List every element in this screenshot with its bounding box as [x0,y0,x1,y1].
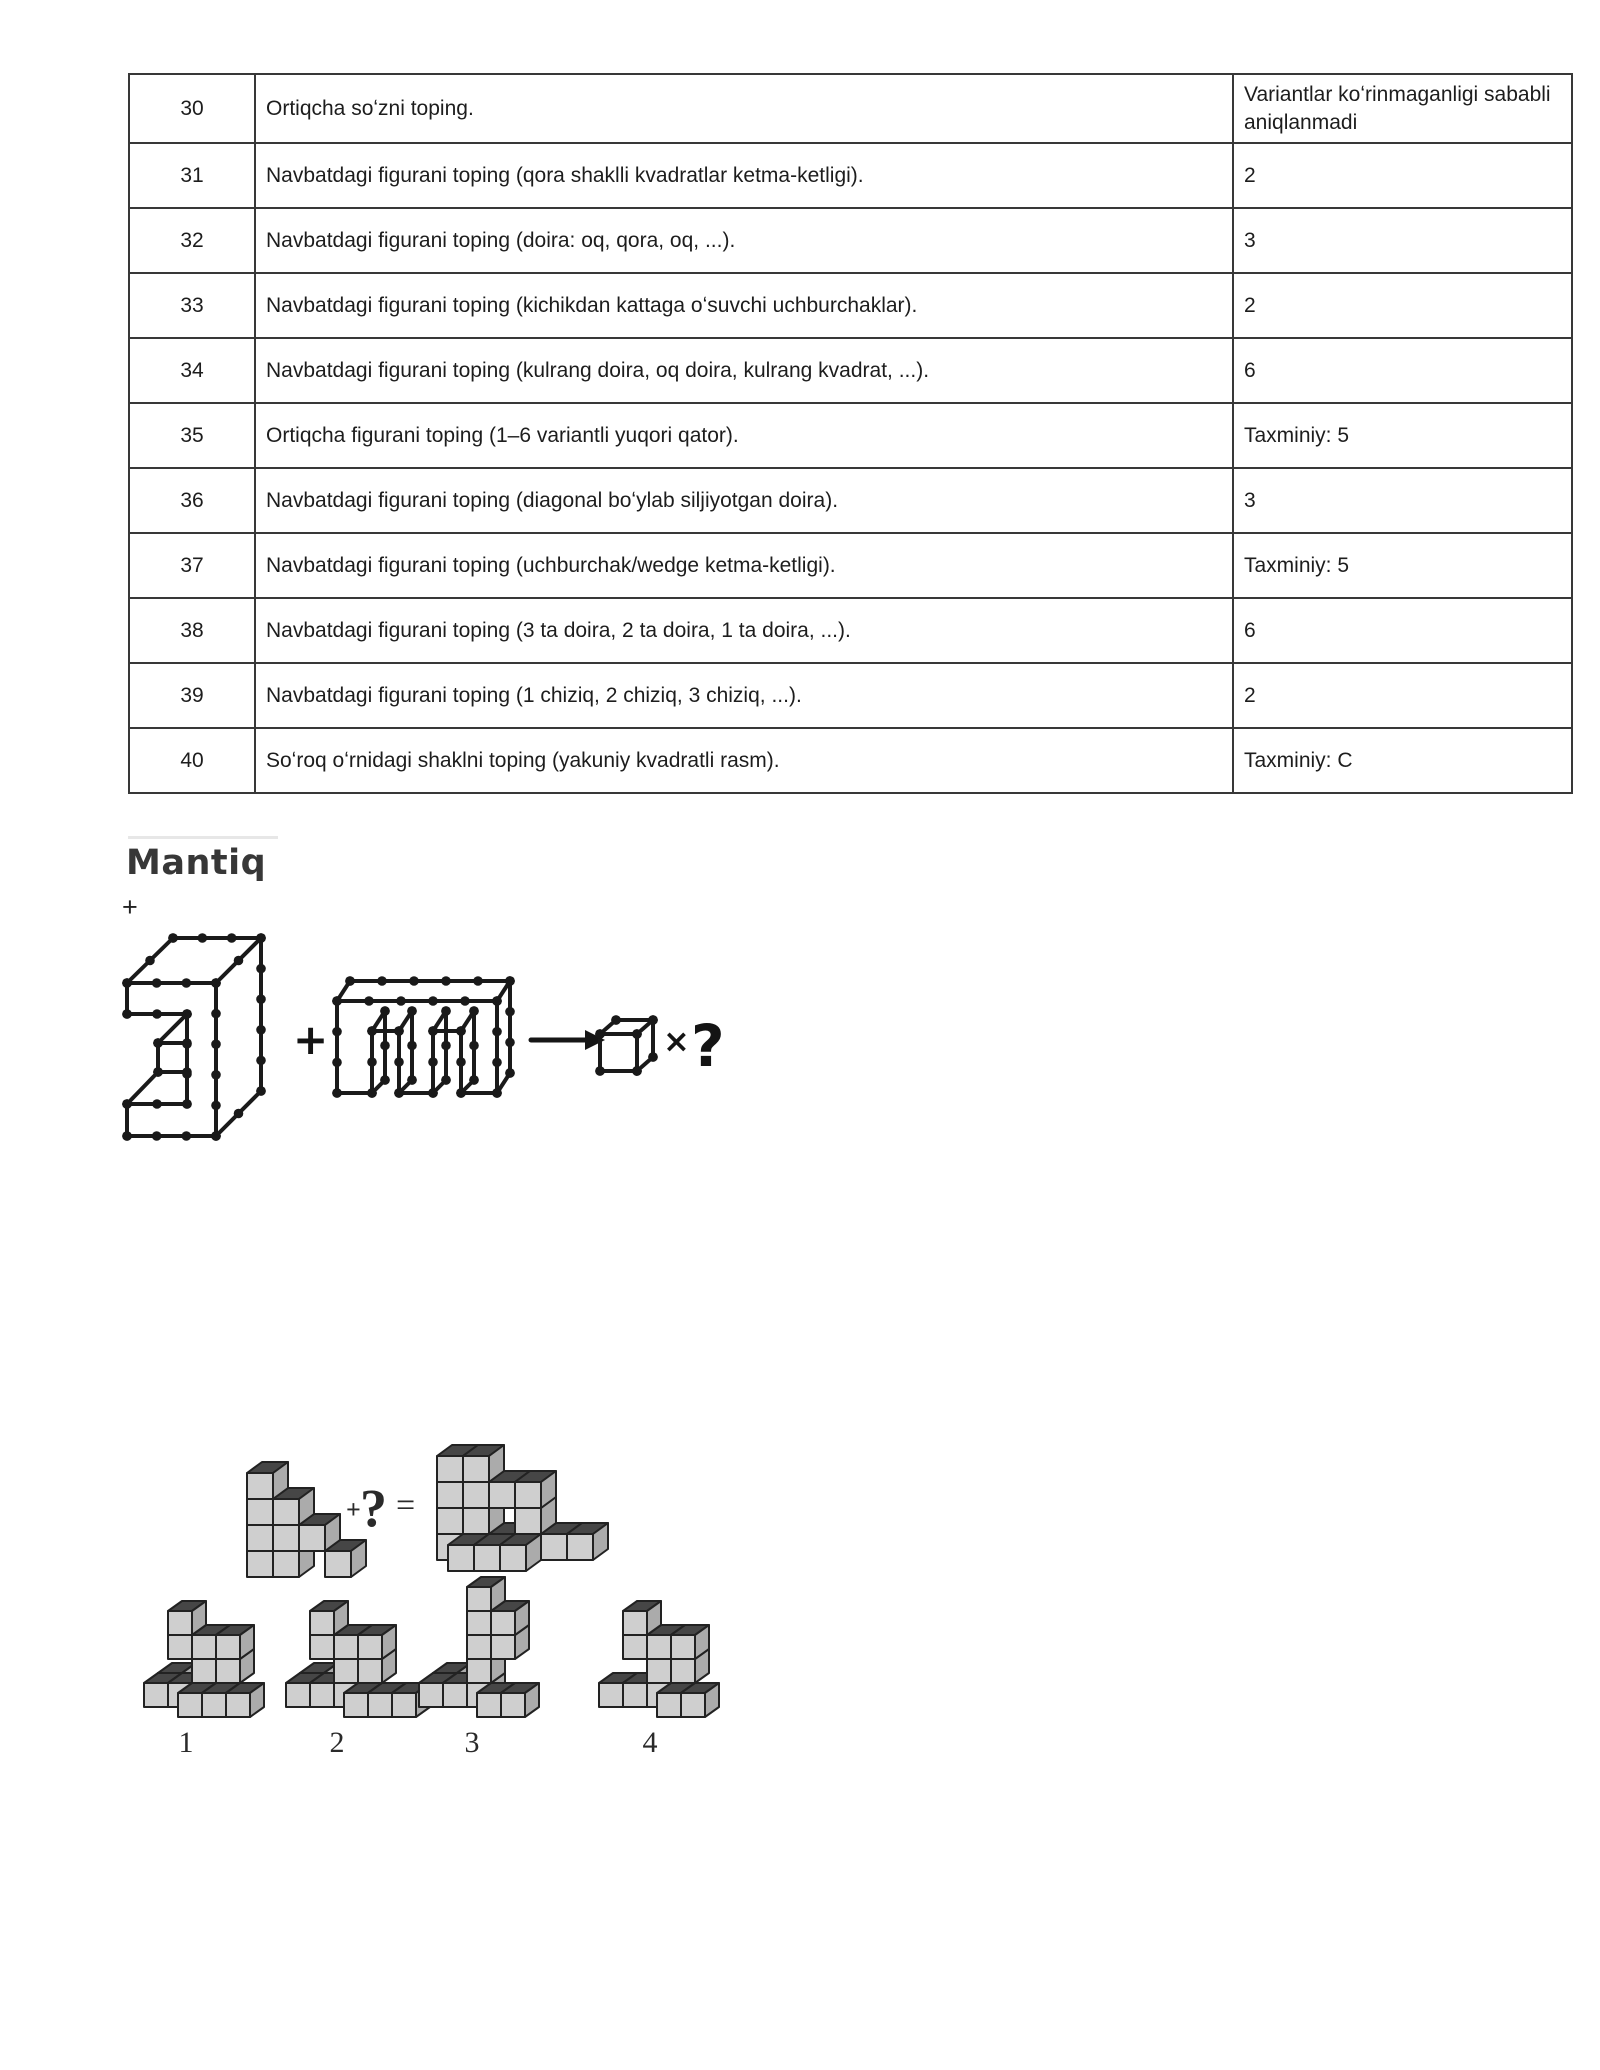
section-heading: Mantiq [126,843,267,883]
question-number-cell: 40 [129,728,255,793]
grid-dot [407,1041,417,1051]
grid-dot [182,978,192,988]
answer-cell: 2 [1233,273,1572,338]
cube-face [500,1545,526,1571]
grid-dot [469,1075,479,1085]
cube-face [671,1659,695,1683]
cube-face [192,1659,216,1683]
cube-face [247,1551,273,1577]
question-number-cell: 37 [129,533,255,598]
grid-dot [256,1025,266,1035]
grid-dot [234,956,244,966]
option-label-2: 2 [329,1726,345,1759]
question-number-cell: 31 [129,143,255,208]
grid-dot [256,1086,266,1096]
grid-dot [256,1056,266,1066]
question-number-cell: 34 [129,338,255,403]
grid-dot [377,976,387,986]
question-text-cell: Navbatdagi figurani toping (doira: oq, qora, oq, ...). [255,208,1233,273]
grid-dot [198,933,208,943]
grid-dot [234,1109,244,1119]
table-row [129,403,1572,468]
grid-dot [256,964,266,974]
cube-face [437,1456,463,1482]
option-shape-1 [144,1601,264,1717]
option-shape-2 [286,1601,430,1717]
answer-cell: Taxminiy: C [1233,728,1572,793]
cube-face [310,1611,334,1635]
grid-dot [492,1027,502,1037]
multiply-sign: × [663,1022,690,1060]
cube-face [463,1508,489,1534]
question-mark: ? [691,1012,725,1080]
table-row [129,338,1572,403]
grid-dot [456,1088,466,1098]
equals-sign: = [396,1487,416,1524]
cube-face [325,1551,351,1577]
question-number-cell: 35 [129,403,255,468]
grid-dot [367,1026,377,1036]
grid-dot [211,978,221,988]
question-text-cell: Navbatdagi figurani toping (1 chiziq, 2 chiziq, 3 chiziq, ...). [255,663,1233,728]
grid-dot [380,1041,390,1051]
cube-face [247,1525,273,1551]
table-row [129,208,1572,273]
grid-dot [441,976,451,986]
table-row [129,533,1572,598]
grid-dot [648,1052,658,1062]
grid-dot [367,1088,377,1098]
grid-dot [492,996,502,1006]
cube-icon [595,1015,658,1076]
cube-face [443,1683,467,1707]
plus-sign: + [293,1015,329,1064]
cube-face [671,1635,695,1659]
cube-face [491,1635,515,1659]
question-number-cell: 36 [129,468,255,533]
cube-face [344,1693,368,1717]
grid-dot [122,1099,132,1109]
option-label-4: 4 [642,1726,658,1759]
plus-marker: + [122,892,138,922]
question-text-cell: Navbatdagi figurani toping (kulrang doira, oq doira, kulrang kvadrat, ...). [255,338,1233,403]
grid-dot [345,976,355,986]
cube-face [467,1659,491,1683]
grid-dot [182,1067,192,1077]
grid-dot [505,1068,515,1078]
grid-dot [122,978,132,988]
grid-dot [441,1041,451,1051]
answer-cell: Taxminiy: 5 [1233,403,1572,468]
cube-face [226,1693,250,1717]
grid-dot [182,1099,192,1109]
cube-face [273,1551,299,1577]
questions-table [128,73,1573,794]
plus-sign: + [346,1495,361,1524]
cube-face [489,1482,515,1508]
cube-face [419,1683,443,1707]
question-text-cell: Navbatdagi figurani toping (kichikdan kattaga oʻsuvchi uchburchaklar). [255,273,1233,338]
cube-face [168,1635,192,1659]
cube-face [168,1611,192,1635]
grid-dot [456,1026,466,1036]
grid-dot [256,994,266,1004]
grid-dot [456,1057,466,1067]
cube-face [192,1635,216,1659]
grid-dot [505,1007,515,1017]
grid-dot [211,1101,221,1111]
grid-dot [394,1026,404,1036]
cube-face [657,1693,681,1717]
grid-dot [145,956,155,966]
cube-face [437,1482,463,1508]
grid-dot [611,1015,621,1025]
grid-dot [211,1070,221,1080]
cube-face [216,1635,240,1659]
grid-dot [595,1029,605,1039]
grid-dot [182,1038,192,1048]
heading-divider [128,836,278,839]
cube-face [448,1545,474,1571]
table-row [129,598,1572,663]
grid-dot [492,1058,502,1068]
cube-face [681,1693,705,1717]
cube-face [623,1683,647,1707]
cube-face [491,1611,515,1635]
cube-face [392,1693,416,1717]
grid-dot [153,1067,163,1077]
cube-face [623,1611,647,1635]
table-row [129,74,1572,143]
grid-dot [367,1057,377,1067]
cube-face [310,1683,334,1707]
dot-figure-puzzle [105,918,765,1180]
cube-face [463,1482,489,1508]
cube-face [647,1659,671,1683]
cube-face [144,1683,168,1707]
table-row [129,468,1572,533]
cube-face [477,1693,501,1717]
option-label-1: 1 [178,1726,194,1759]
grid-dot [211,1131,221,1141]
grid-dot [409,976,419,986]
answer-cell: 2 [1233,663,1572,728]
grid-dot [152,1099,162,1109]
question-mark: ? [360,1478,387,1538]
grid-dot [211,1039,221,1049]
cube-face [467,1587,491,1611]
grid-dot [332,996,342,1006]
answer-cell: 3 [1233,468,1572,533]
cube-face [286,1683,310,1707]
grid-dot [407,1006,417,1016]
grid-dot [364,996,374,1006]
grid-dot [153,1038,163,1048]
grid-dot [152,1131,162,1141]
grid-dot [122,1009,132,1019]
cube-face [567,1534,593,1560]
grid-dot [428,1057,438,1067]
grid-dot [460,996,470,1006]
cube-face [273,1499,299,1525]
cube-face [515,1482,541,1508]
grid-dot [256,933,266,943]
answer-cell: Variantlar koʻrinmaganligi sababli aniqlanmadi [1233,74,1572,143]
cube-face [310,1635,334,1659]
grid-dot [168,933,178,943]
cube-face [334,1659,358,1683]
cube-face [202,1693,226,1717]
question-number-cell: 33 [129,273,255,338]
answer-cell: Taxminiy: 5 [1233,533,1572,598]
grid-dot [394,1088,404,1098]
grid-dot [469,1041,479,1051]
grid-dot [428,1026,438,1036]
grid-dot [332,1088,342,1098]
grid-dot [492,1088,502,1098]
cube-face [467,1635,491,1659]
question-text-cell: Navbatdagi figurani toping (3 ta doira, 2 ta doira, 1 ta doira, ...). [255,598,1233,663]
question-number-cell: 39 [129,663,255,728]
question-text-cell: Ortiqcha figurani toping (1–6 variantli yuqori qator). [255,403,1233,468]
question-number-cell: 30 [129,74,255,143]
grid-dot [473,976,483,986]
cube-face [515,1508,541,1534]
grid-dot [122,1131,132,1141]
cube-face [463,1456,489,1482]
grid-dot [211,1009,221,1019]
grid-dot [152,978,162,988]
cube-face [299,1525,325,1551]
dot-shape-b [332,976,515,1098]
grid-dot [394,1057,404,1067]
option-shape-3 [419,1577,539,1717]
cube-face [247,1499,273,1525]
grid-dot [632,1066,642,1076]
grid-dot [227,933,237,943]
table-row [129,663,1572,728]
questions-table-body [129,74,1572,793]
question-text-cell: Soʻroq oʻrnidagi shaklni toping (yakuniy kvadratli rasm). [255,728,1233,793]
cube-face [247,1473,273,1499]
cube-face [368,1693,392,1717]
cube-face [501,1693,525,1717]
grid-dot [505,976,515,986]
table-row [129,143,1572,208]
result-shape [437,1445,608,1571]
cube-face [358,1659,382,1683]
answer-cell: 6 [1233,338,1572,403]
grid-dot [469,1006,479,1016]
grid-dot [441,1075,451,1085]
question-text-cell: Navbatdagi figurani toping (diagonal boʻylab siljiyotgan doira). [255,468,1233,533]
grid-dot [632,1029,642,1039]
cube-face [474,1545,500,1571]
grid-dot [505,1038,515,1048]
cube-puzzle [100,1408,800,1798]
question-text-cell: Navbatdagi figurani toping (qora shaklli kvadratlar ketma-ketligi). [255,143,1233,208]
question-text-cell: Ortiqcha soʻzni toping. [255,74,1233,143]
grid-dot [332,1058,342,1068]
cube-face [178,1693,202,1717]
question-text-cell: Navbatdagi figurani toping (uchburchak/wedge ketma-ketligi). [255,533,1233,598]
cube-face [467,1611,491,1635]
grid-dot [380,1075,390,1085]
grid-dot [428,996,438,1006]
answer-cell: 6 [1233,598,1572,663]
cube-face [647,1635,671,1659]
grid-dot [441,1006,451,1016]
option-label-3: 3 [464,1726,480,1759]
grid-dot [396,996,406,1006]
grid-dot [648,1015,658,1025]
grid-dot [182,1009,192,1019]
table-row [129,273,1572,338]
grid-dot [332,1027,342,1037]
cube-face [216,1659,240,1683]
grid-dot [595,1066,605,1076]
grid-dot [380,1006,390,1016]
cube-face [599,1683,623,1707]
grid-dot [182,1131,192,1141]
cube-face [541,1534,567,1560]
dot-shape-a [122,933,266,1141]
grid-dot [428,1088,438,1098]
cube-face [273,1525,299,1551]
cube-face [623,1635,647,1659]
arrow-icon [531,1030,605,1050]
question-number-cell: 32 [129,208,255,273]
cube-face [334,1635,358,1659]
question-number-cell: 38 [129,598,255,663]
option-shape-4 [599,1601,719,1717]
cube-face [358,1635,382,1659]
cube-face [437,1508,463,1534]
answer-cell: 2 [1233,143,1572,208]
grid-dot [407,1075,417,1085]
grid-dot [152,1009,162,1019]
table-row [129,728,1572,793]
answer-cell: 3 [1233,208,1572,273]
